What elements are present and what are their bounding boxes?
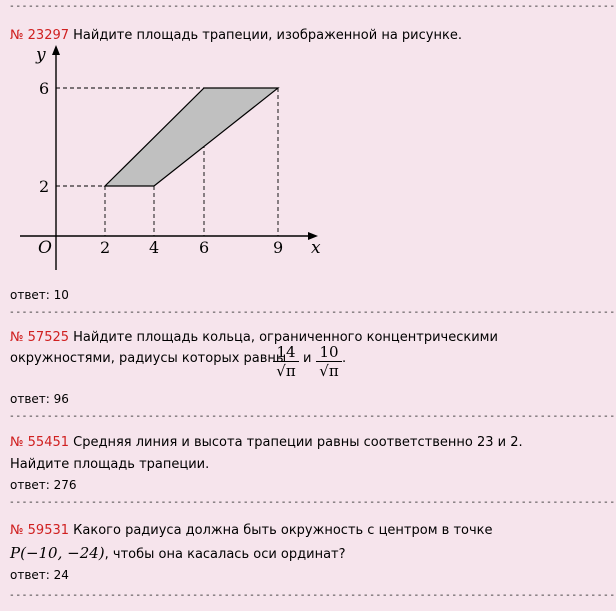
separator-line: ------------------------------------------------------------------------------------------------ bbox=[9, 1, 616, 12]
problem-text-line: окружностями, радиусы которых равны bbox=[10, 351, 287, 366]
x-tick-label: 9 bbox=[273, 238, 284, 257]
problem-text: Найдите площадь трапеции, изображенной на рисунке. bbox=[73, 28, 462, 43]
problem-text: Средняя линия и высота трапеции равны соответственно 23 и 2. bbox=[73, 435, 523, 450]
fraction-14-over-sqrt-pi bbox=[273, 344, 299, 379]
problem-text: Какого радиуса должна быть окружность с центром в точке bbox=[73, 523, 493, 538]
problem-text: Найдите площадь кольца, ограниченного концентрическими bbox=[73, 330, 498, 345]
y-tick-label: 2 bbox=[39, 177, 50, 196]
y-axis-arrow-icon bbox=[52, 45, 60, 55]
problem-57525-statement bbox=[10, 329, 498, 347]
separator-line: ------------------------------------------------------------------------------------------------ bbox=[9, 411, 616, 422]
answer: ответ: 276 bbox=[10, 478, 77, 492]
period: . bbox=[342, 351, 347, 366]
fraction-denominator: √π bbox=[319, 362, 339, 380]
separator-line: ------------------------------------------------------------------------------------------------ bbox=[9, 307, 616, 318]
fraction-denominator: √π bbox=[276, 362, 296, 380]
separator-line: ------------------------------------------------------------------------------------------------ bbox=[9, 590, 616, 601]
y-axis-label: y bbox=[36, 45, 46, 65]
x-tick-label: 4 bbox=[149, 238, 160, 257]
point-coordinates: P(−10, −24) bbox=[10, 544, 105, 562]
fraction-numerator: 10 bbox=[319, 343, 339, 361]
problem-number[interactable]: № 57525 bbox=[10, 330, 70, 345]
problem-55451-statement bbox=[10, 434, 523, 452]
answer: ответ: 10 bbox=[10, 288, 69, 302]
trapezoid-shape bbox=[105, 88, 278, 186]
conjunction: и bbox=[303, 351, 312, 366]
x-tick-label: 2 bbox=[100, 238, 111, 257]
fraction-10-over-sqrt-pi bbox=[316, 344, 342, 379]
problem-text-line: Найдите площадь трапеции. bbox=[10, 457, 210, 472]
x-tick-label: 6 bbox=[199, 238, 210, 257]
separator-line: ------------------------------------------------------------------------------------------------ bbox=[9, 497, 616, 508]
problem-59531-statement bbox=[10, 522, 493, 540]
problem-number[interactable]: № 59531 bbox=[10, 523, 70, 538]
answer: ответ: 96 bbox=[10, 392, 69, 406]
trapezoid-figure bbox=[0, 40, 340, 280]
problem-number[interactable]: № 55451 bbox=[10, 435, 70, 450]
problem-number[interactable]: № 23297 bbox=[10, 28, 70, 43]
problem-text-line bbox=[10, 544, 346, 564]
origin-label: O bbox=[38, 238, 52, 258]
x-axis-label: x bbox=[311, 238, 321, 258]
y-tick-label: 6 bbox=[39, 79, 50, 98]
answer: ответ: 24 bbox=[10, 568, 69, 582]
fraction-numerator: 14 bbox=[276, 343, 296, 361]
problem-text: , чтобы она касалась оси ординат? bbox=[104, 547, 346, 562]
